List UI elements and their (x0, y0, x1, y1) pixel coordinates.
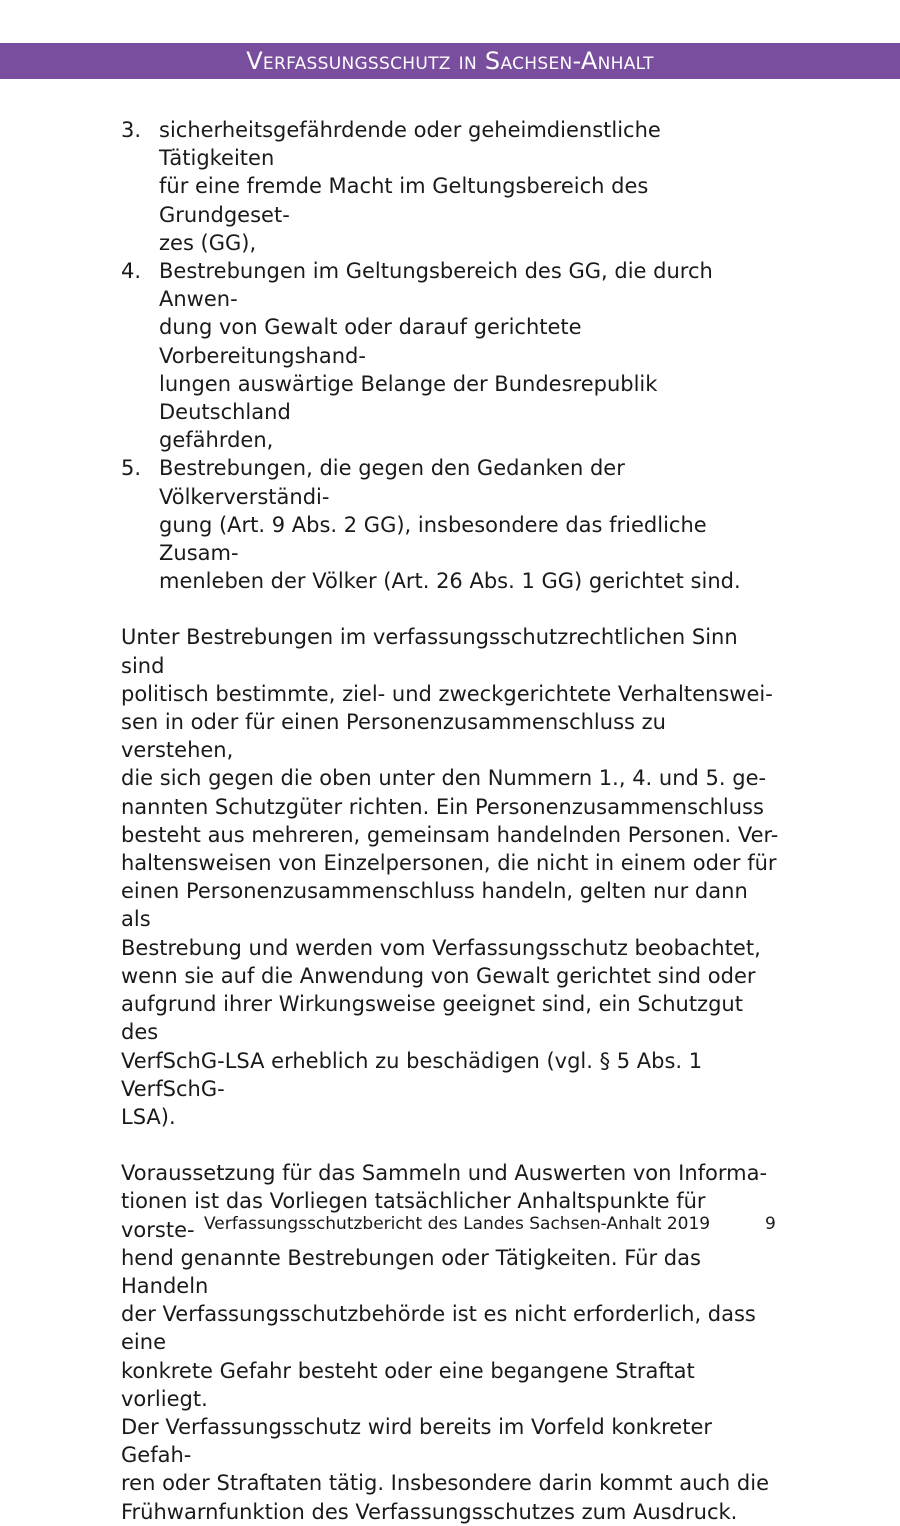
list-item-line: für eine fremde Macht im Geltungsbereich des Grundgeset- (159, 174, 649, 227)
list-item-line: dung von Gewalt oder darauf gerichtete Vorbereitungshand- (159, 315, 582, 368)
paragraph-line: der Verfassungsschutzbehörde ist es nicht erforderlich, dass eine (121, 1302, 756, 1355)
paragraph-line: politisch bestimmte, ziel- und zweckgerichtete Verhaltenswei- (121, 681, 773, 706)
list-item (121, 116, 781, 257)
paragraph-line: besteht aus mehreren, gemeinsam handelnden Personen. Ver- (121, 822, 779, 847)
paragraph-line: Unter Bestrebungen im verfassungsschutzrechtlichen Sinn sind (121, 625, 738, 678)
list-item-line: gefährden, (159, 428, 274, 453)
paragraph-line: LSA). (121, 1104, 176, 1129)
list-item-line: menleben der Völker (Art. 26 Abs. 1 GG) gerichtet sind. (159, 569, 741, 594)
list-item-line: sicherheitsgefährdende oder geheimdienstliche Tätigkeiten (159, 118, 661, 171)
page-number: 9 (765, 1214, 776, 1234)
page-header-title: Verfassungsschutz in Sachsen-Anhalt (246, 47, 654, 75)
list-item-number: 4. (121, 259, 142, 284)
paragraph-line: tionen ist das Vorliegen tatsächlicher Anhaltspunkte für vorste- (121, 1189, 706, 1242)
paragraph-line: einen Personenzusammenschluss handeln, gelten nur dann als (121, 879, 748, 932)
paragraph-line: Bestrebung und werden vom Verfassungsschutz beobachtet, (121, 935, 761, 960)
list-item-number: 5. (121, 456, 142, 481)
footer-title: Verfassungsschutzbericht des Landes Sachsen-Anhalt 2019 (204, 1214, 711, 1234)
list-item-line: gung (Art. 9 Abs. 2 GG), insbesondere das friedliche Zusam- (159, 512, 707, 566)
list-item-line: zes (GG), (159, 230, 257, 255)
paragraph-line: konkrete Gefahr besteht oder eine begangene Straftat vorliegt. (121, 1358, 695, 1411)
paragraph-line: hend genannte Bestrebungen oder Tätigkeiten. Für das Handeln (121, 1245, 701, 1298)
numbered-list (121, 116, 781, 595)
paragraph-line: aufgrund ihrer Wirkungsweise geeignet sind, ein Schutzgut des (121, 992, 743, 1045)
paragraph-line: ren oder Straftaten tätig. Insbesondere darin kommt auch die (121, 1471, 770, 1496)
list-item-line: lungen auswärtige Belange der Bundesrepublik Deutschland (159, 371, 658, 425)
paragraph-bestrebungen (121, 623, 781, 1131)
paragraph-line: sen in oder für einen Personenzusammenschluss zu verstehen, (121, 710, 666, 763)
paragraph-line: wenn sie auf die Anwendung von Gewalt gerichtet sind oder (121, 963, 756, 988)
list-item (121, 257, 781, 454)
paragraph-line: die sich gegen die oben unter den Nummern 1., 4. und 5. ge- (121, 766, 767, 791)
paragraph-line: haltensweisen von Einzelpersonen, die nicht in einem oder für (121, 851, 777, 876)
paragraph-line: Voraussetzung für das Sammeln und Auswerten von Informa- (121, 1161, 768, 1186)
paragraph-line: Der Verfassungsschutz wird bereits im Vorfeld konkreter Gefah- (121, 1414, 713, 1468)
list-item (121, 454, 781, 595)
list-item-line: Bestrebungen, die gegen den Gedanken der Völkerverständi- (159, 456, 625, 509)
main-content (121, 116, 781, 1526)
paragraph-line: VerfSchG-LSA erheblich zu beschädigen (vgl. § 5 Abs. 1 VerfSchG- (121, 1048, 703, 1101)
paragraph-line: nannten Schutzgüter richten. Ein Personenzusammenschluss (121, 794, 764, 819)
list-item-line: Bestrebungen im Geltungsbereich des GG, die durch Anwen- (159, 259, 713, 312)
list-item-number: 3. (121, 118, 142, 142)
header-band (0, 43, 900, 79)
paragraph-line: Frühwarnfunktion des Verfassungsschutzes zum Ausdruck. (121, 1499, 738, 1524)
